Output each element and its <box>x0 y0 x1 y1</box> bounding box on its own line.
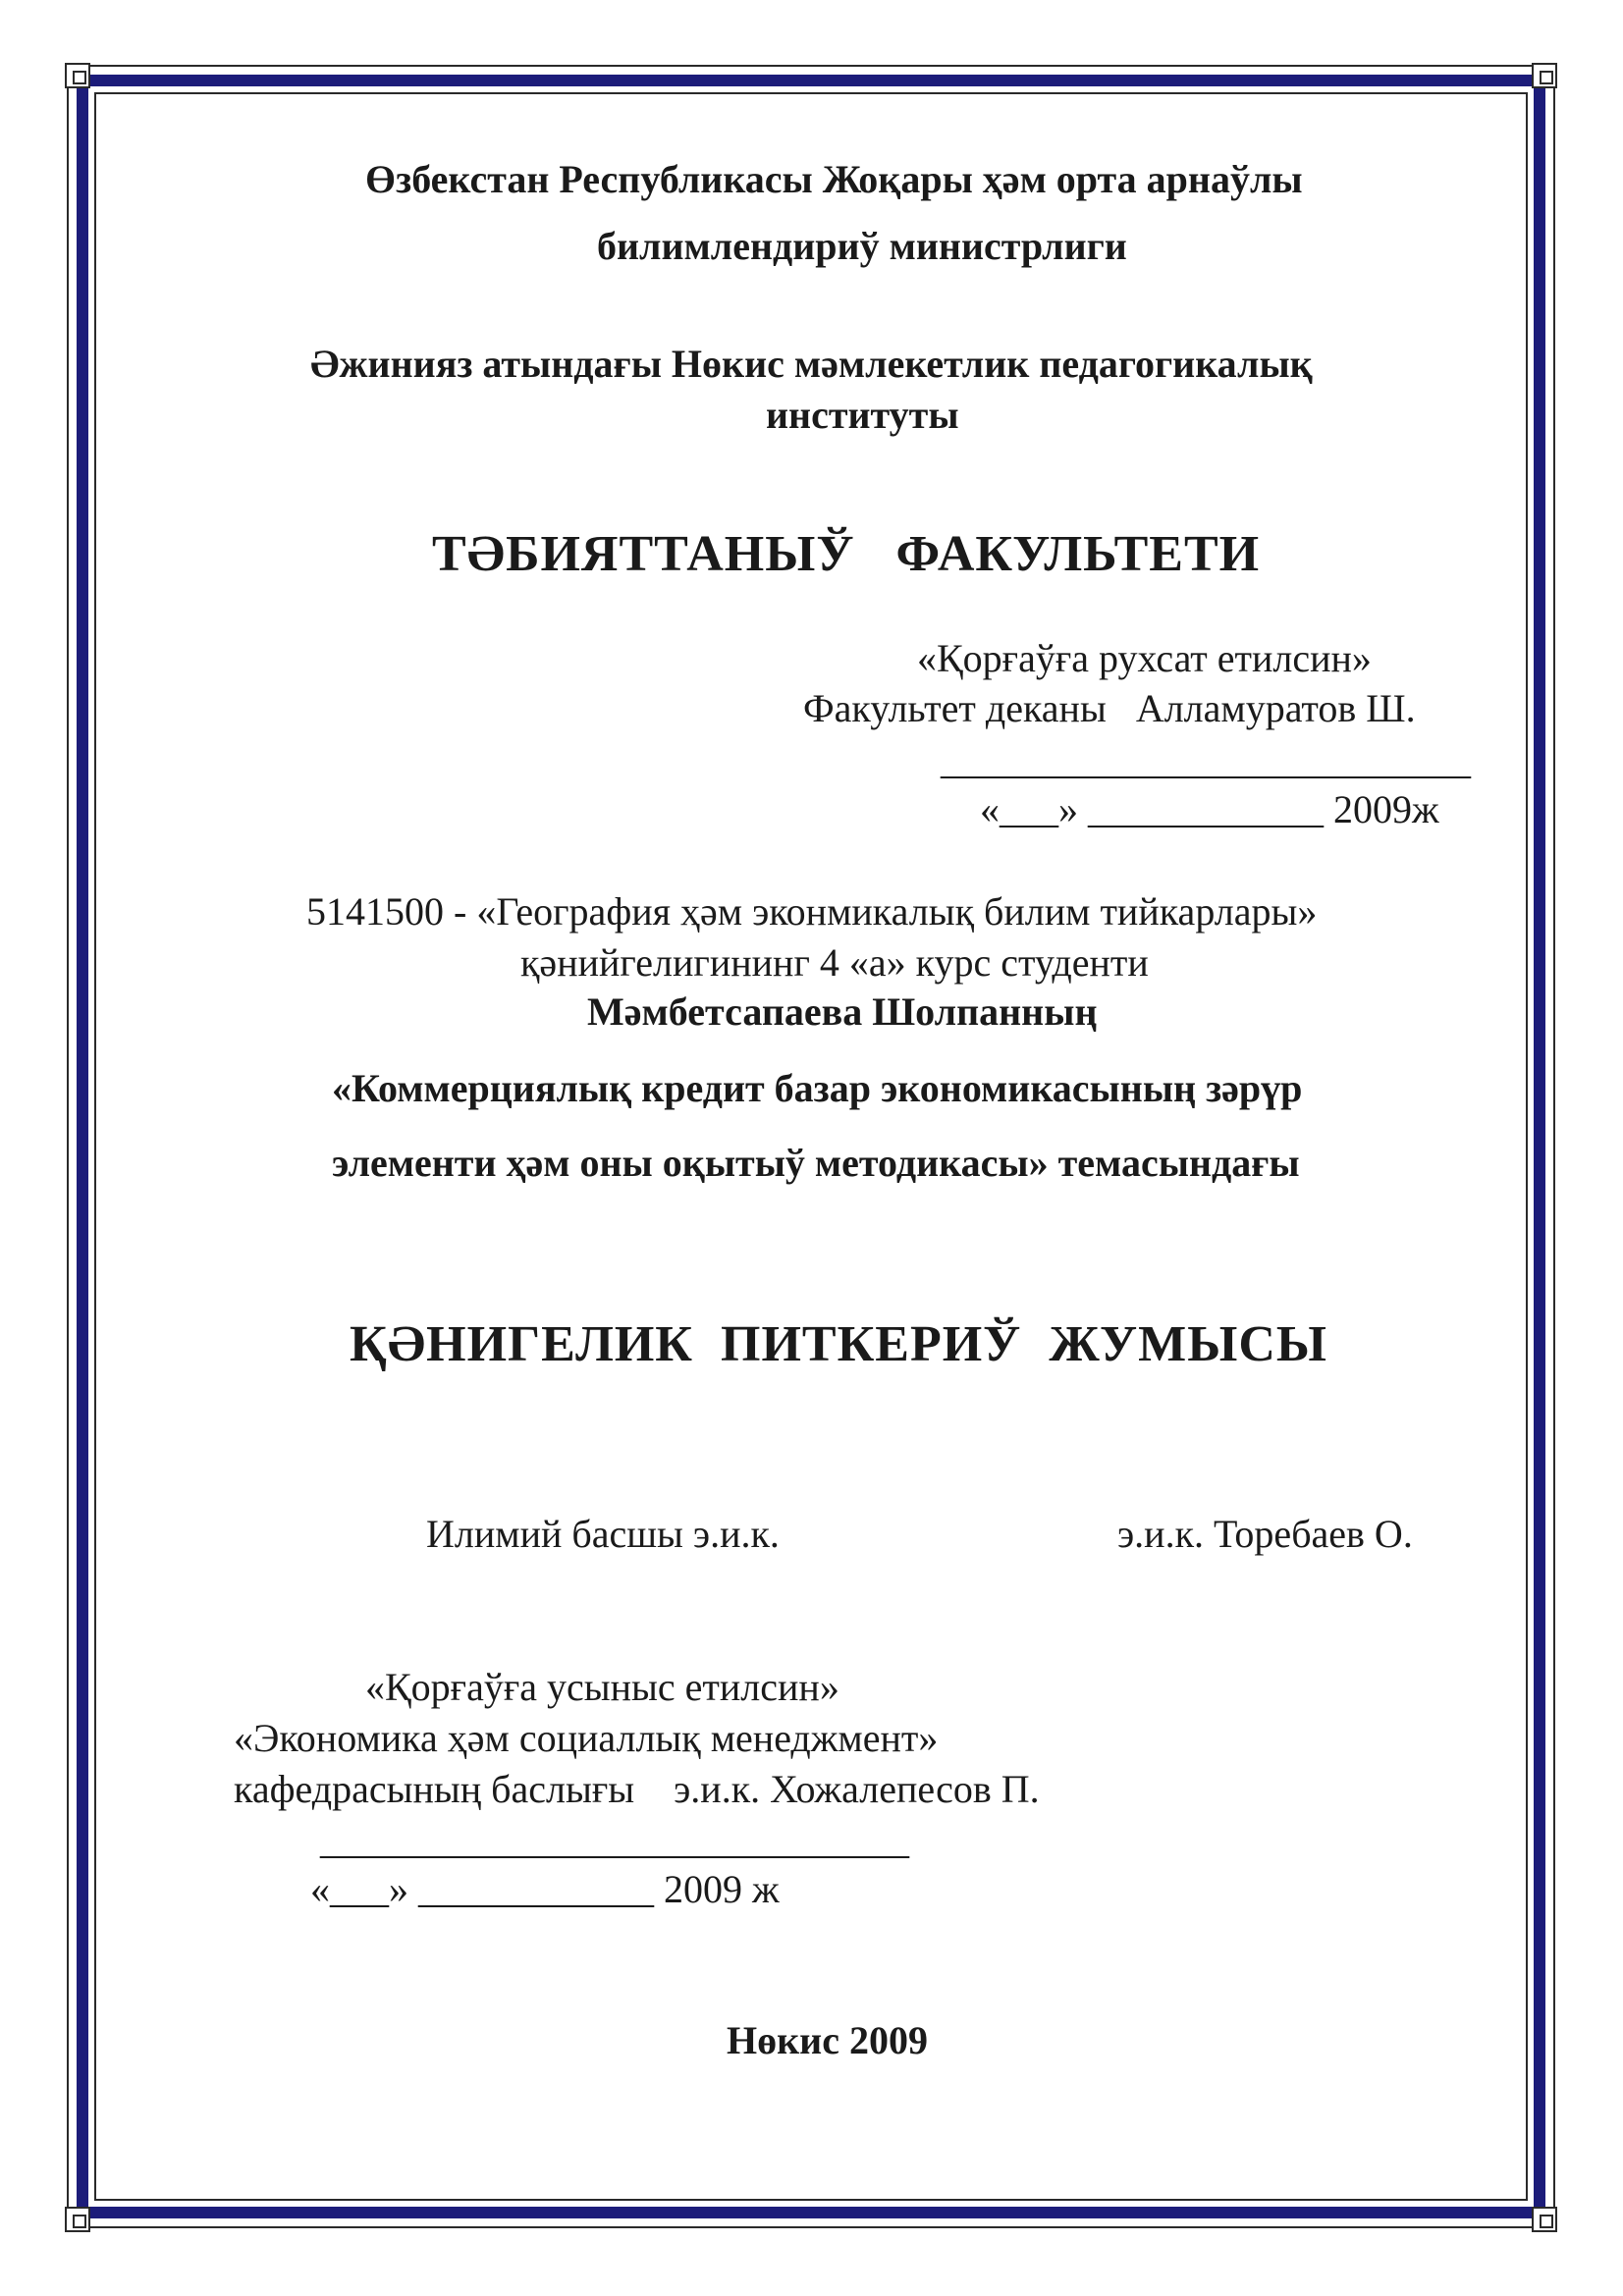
dean-approval-line-2: Факультет деканы Алламуратов Ш. <box>803 686 1416 730</box>
student-name: Мәмбетсапаева Шолпанның <box>587 989 1098 1034</box>
topic-line-1: «Коммерциялық кредит базар экономикасының зәрүр <box>332 1066 1303 1110</box>
institute-line-2: институты <box>766 393 959 437</box>
supervisor-label: Илимий басшы э.и.к. <box>426 1512 780 1556</box>
border-corner-top-right <box>1532 63 1557 88</box>
dean-date-line: «___» ____________ 2009ж <box>980 787 1439 831</box>
faculty-title: ТӘБИЯТТАНЫЎ ФАКУЛЬТЕТИ <box>432 526 1261 582</box>
dean-approval-line-1: «Қорғаўға рухсат етилсин» <box>917 636 1372 680</box>
institute-line-1: Әжинияз атындағы Нөкис мәмлекетлик педагогикалық <box>310 342 1313 386</box>
footer-city-year: Нөкис 2009 <box>727 2018 928 2062</box>
student-course-line: қәнийгелигининг 4 «а» курс студенти <box>520 940 1149 985</box>
topic-line-2: элементи ҳәм оны оқытыў методикасы» темасындағы <box>332 1141 1300 1185</box>
border-corner-top-left <box>65 63 90 88</box>
ministry-line-2: билимлендириў министрлиги <box>597 224 1127 268</box>
department-approval-line-3: кафедрасының баслығы э.и.к. Хожалепесов П. <box>234 1767 1040 1811</box>
supervisor-name: э.и.к. Торебаев О. <box>1117 1512 1413 1556</box>
department-approval-line-2: «Экономика ҳәм социаллық менеджмент» <box>234 1716 939 1760</box>
ministry-line-1: Өзбекстан Республикасы Жоқары ҳәм орта арнаўлы <box>365 157 1303 201</box>
border-corner-bottom-right <box>1532 2207 1557 2232</box>
work-title: ҚӘНИГЕЛИК ПИТКЕРИЎ ЖУМЫСЫ <box>350 1316 1327 1372</box>
department-date-line: «___» ____________ 2009 ж <box>310 1867 780 1911</box>
border-corner-bottom-left <box>65 2207 90 2232</box>
department-signature-line: ______________________________ <box>320 1818 909 1862</box>
department-approval-line-1: «Қорғаўға усыныс етилсин» <box>365 1665 839 1709</box>
student-specialty-line: 5141500 - «География ҳәм эконмикалық билим тийкарлары» <box>306 889 1318 934</box>
dean-signature-line: ___________________________ <box>941 738 1471 782</box>
